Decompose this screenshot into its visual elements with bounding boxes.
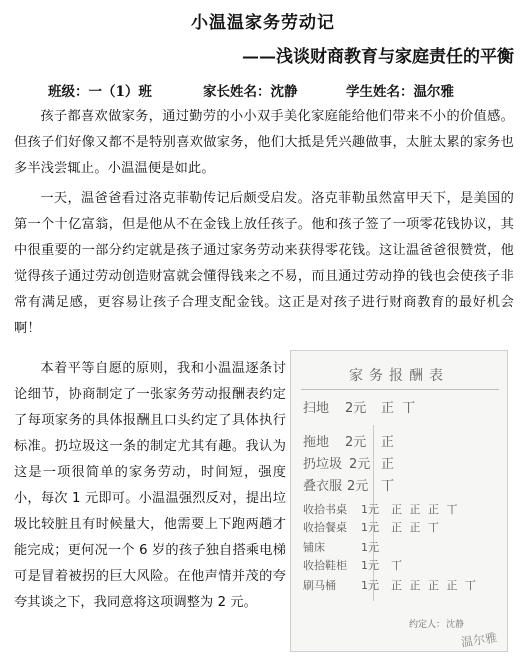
info-line: [0, 80, 526, 100]
chart-task: 扫地: [303, 401, 330, 416]
chart-task: 叠衣服: [303, 479, 343, 494]
chart-pay: 2元: [349, 457, 371, 472]
parent-info: 家长姓名：沈静: [203, 84, 298, 100]
chart-tally: 正 丅: [381, 401, 418, 416]
paragraph-1: 孩子都喜欢做家务，通过勤劳的小小双手美化家庭能给他们带来不小的价值感。但孩子们好像又都不是特别喜欢做家务，他们大抵是凭兴趣做事，太脏太累的家务也多半浅尝辄止。小温温便是如此。: [14, 109, 514, 176]
chart-tally: 正: [381, 435, 397, 450]
chart-tally: 正 正 正 正 丅: [391, 579, 478, 592]
chart-tally: 正 正 正 丅: [391, 503, 460, 516]
chart-tally: 丅: [381, 479, 397, 494]
chart-pay: 1元: [361, 521, 379, 534]
chart-task: 收拾餐桌: [303, 521, 347, 534]
chart-pay: 2元: [345, 435, 367, 450]
chart-tally: 丅: [391, 559, 404, 572]
chart-row: [303, 577, 501, 593]
page-title: 小温温家务劳动记: [191, 13, 335, 33]
chart-row: [303, 397, 501, 416]
chart-task: 收拾书桌: [303, 503, 347, 516]
chart-tally: 正: [381, 457, 397, 472]
chart-row: [303, 501, 501, 517]
chart-row: [303, 431, 501, 450]
reward-chart-heading: 家务报酬表: [349, 368, 449, 384]
chart-rule: [301, 389, 499, 390]
chart-pay: 1元: [361, 541, 379, 554]
chart-pay: 2元: [347, 479, 369, 494]
chart-task: 拖地: [303, 435, 330, 450]
chart-row: [303, 539, 501, 555]
chart-pay: 1元: [361, 579, 379, 592]
chart-task: 刷马桶: [303, 579, 336, 592]
chart-task: 铺床: [303, 541, 325, 554]
child-signature: 温尔雅: [460, 630, 498, 650]
paragraph-3: 本着平等自愿的原则，我和小温温逐条讨论细节，协商制定了一张家务劳动报酬表约定了每项家务的具体报酬且口头约定了具体执行标准。扔垃圾这一条的制定尤其有趣。我认为这是一项很简单的家务劳动，时间短，强度小，每次 1 元即可。小温温强烈反对，提出垃圾比较脏且有时候量大，他需要上下跑两趟才能完成；更何况一个 6 岁的孩子独自搭乘电梯可是冒着被拐的巨大风险。在他声情并茂的夸夸其谈之下，我同意将这项调整为 2 元。: [14, 361, 286, 610]
chart-pay: 1元: [361, 503, 379, 516]
chart-row: [303, 475, 501, 494]
chart-row: [303, 557, 501, 573]
chart-tally: 正 正 丅: [391, 521, 441, 534]
class-info: 班级：一（1）班: [48, 84, 152, 100]
chart-row: [303, 519, 501, 535]
student-info: 学生姓名：温尔雅: [346, 84, 454, 100]
page-subtitle: ——浅谈财商教育与家庭责任的平衡: [242, 47, 514, 67]
reward-chart-photo: [290, 350, 508, 652]
chart-task: 收拾鞋柜: [303, 559, 347, 572]
chart-row: [303, 453, 501, 472]
chart-pay: 1元: [361, 559, 379, 572]
signature-name: 沈静: [446, 620, 465, 630]
signature-label: 约定人：: [409, 620, 446, 630]
chart-task: 扔垃圾: [303, 457, 343, 472]
paragraph-2: 一天，温爸爸看过洛克菲勒传记后颇受启发。洛克菲勒虽然富甲天下，是美国的第一个十亿富翁，但是他从不在金钱上放任孩子。他和孩子签了一项零花钱协议，其中很重要的一部分约定就是孩子通过家务劳动来获得零花钱。这让温爸爸很赞赏，他觉得孩子通过劳动创造财富就会懂得钱来之不易，而且通过劳动挣的钱也会使孩子非常有满足感，更容易让孩子合理支配金钱。这正是对孩子进行财商教育的最好机会啊！: [14, 191, 514, 336]
chart-pay: 2元: [345, 401, 367, 416]
